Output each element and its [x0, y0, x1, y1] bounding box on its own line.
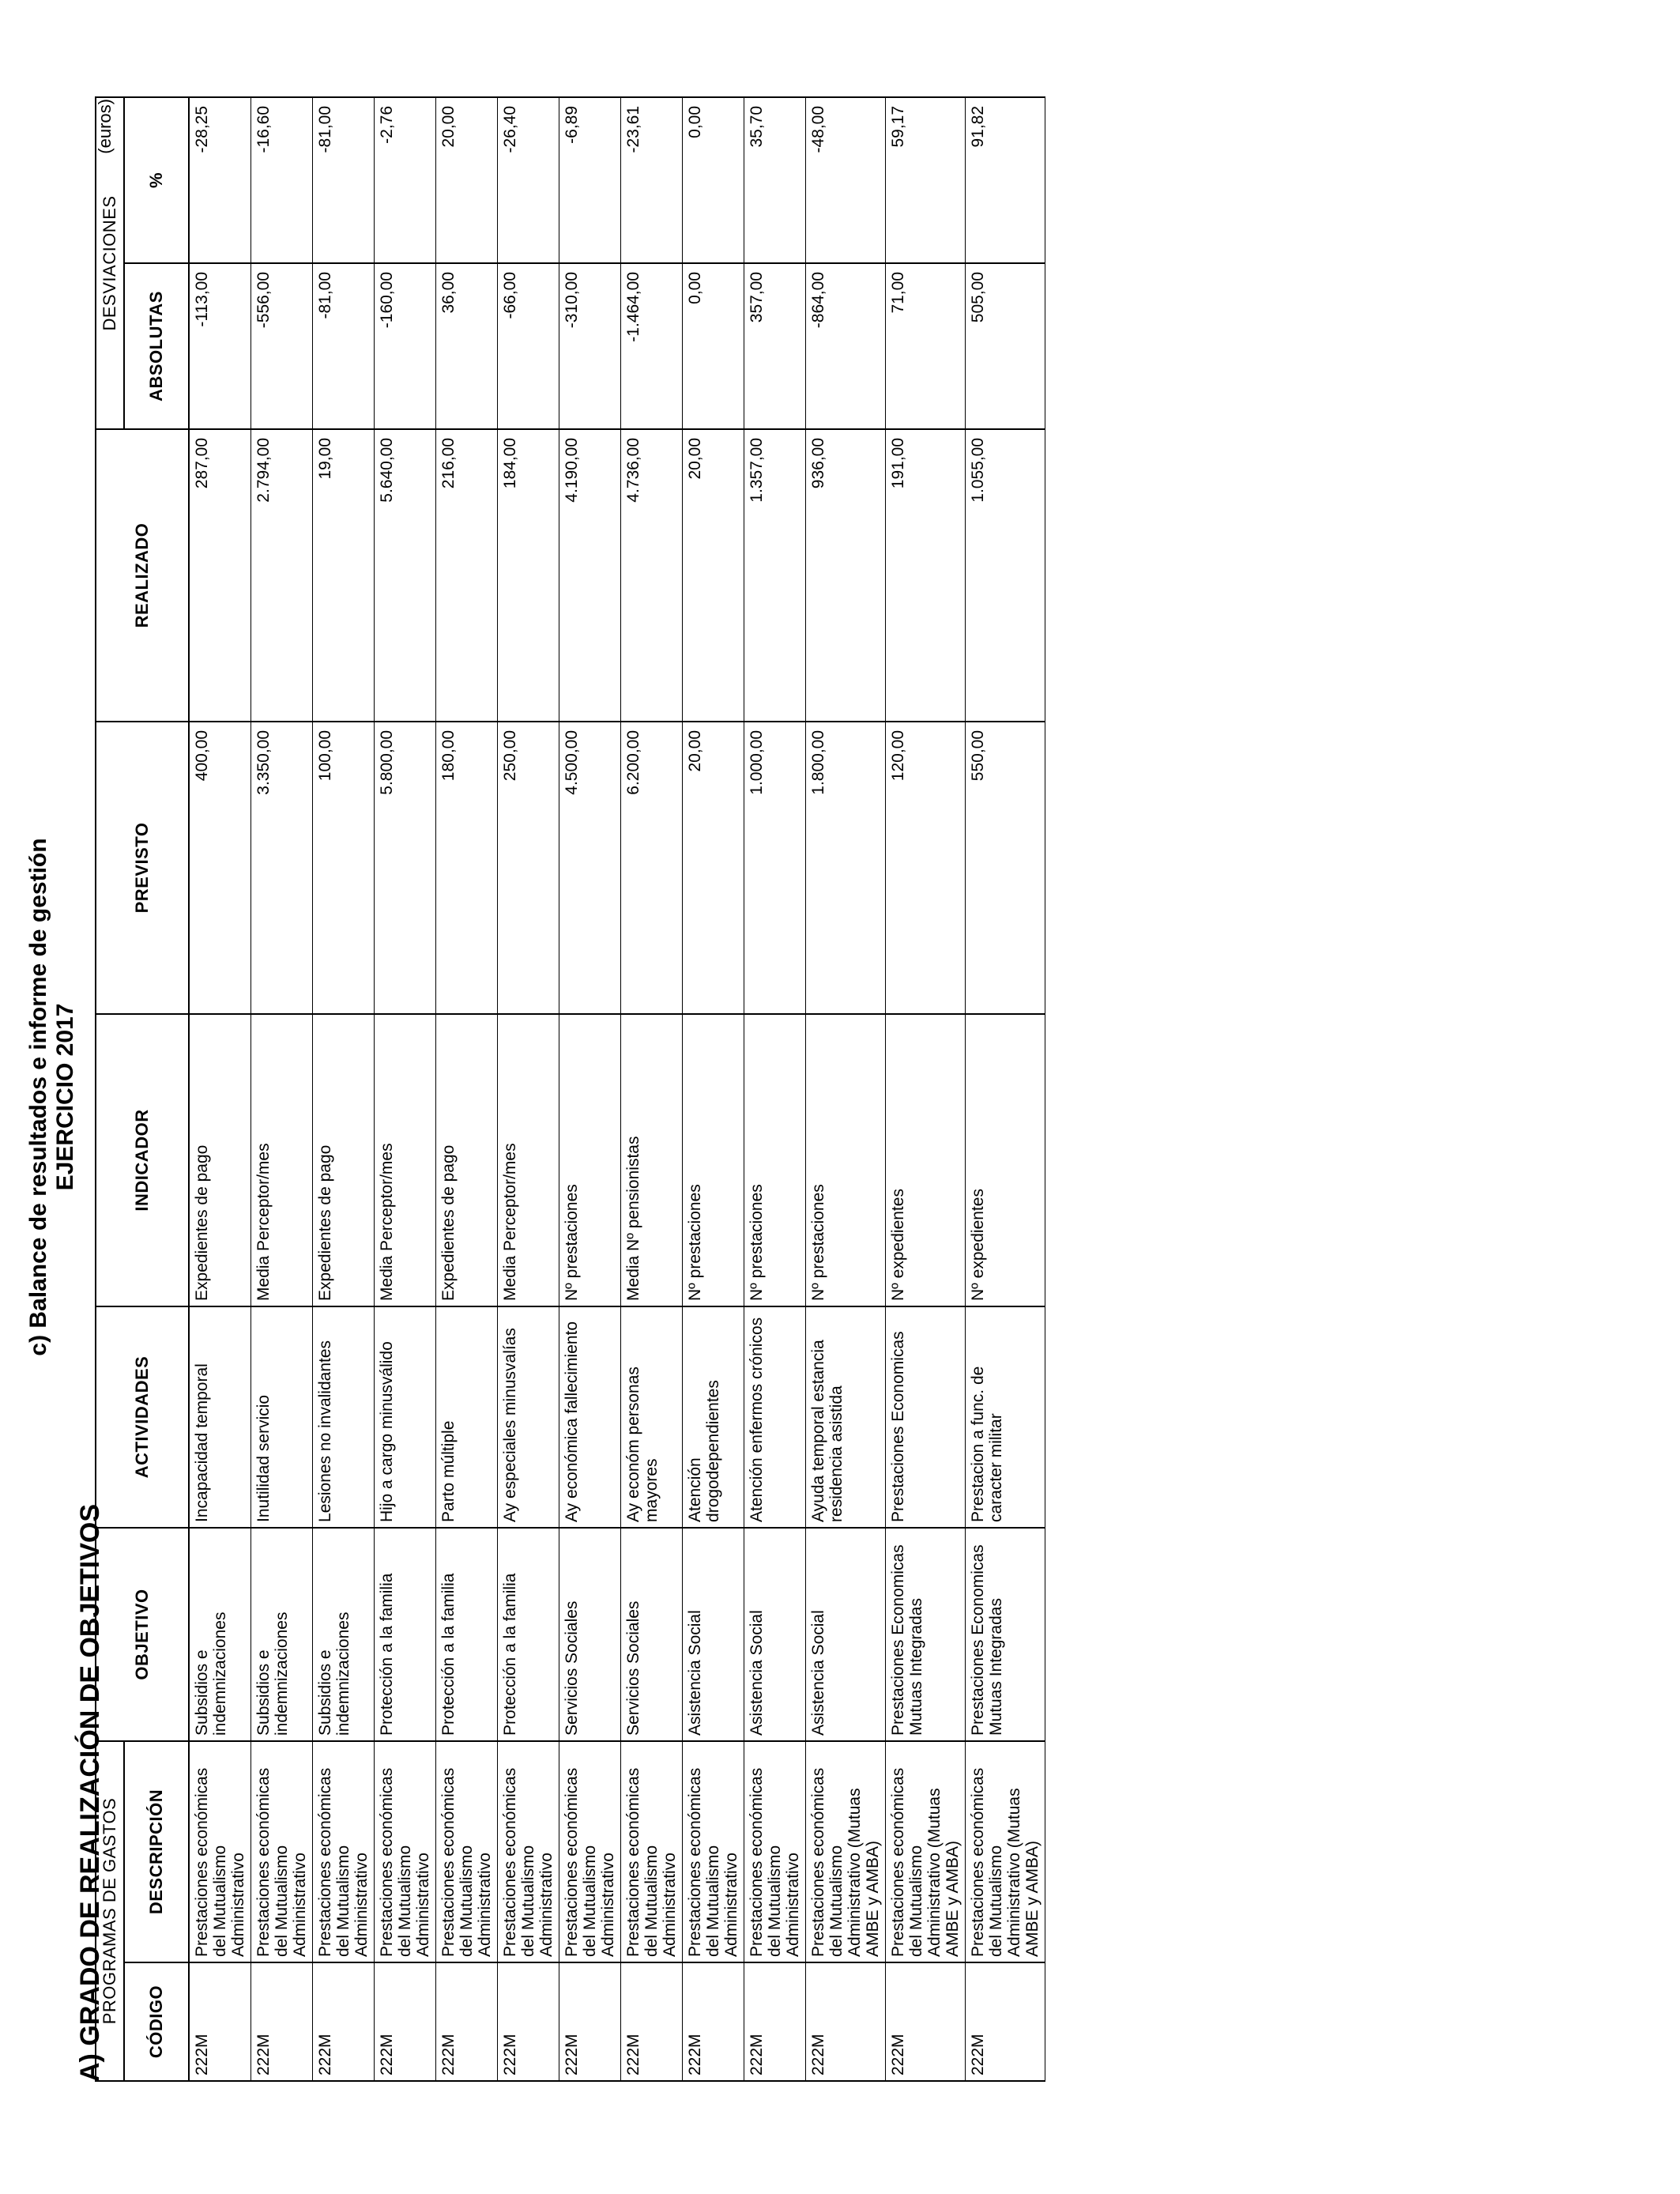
cell-absolutas: -1.464,00: [621, 263, 683, 429]
cell-porcentaje: 59,17: [886, 97, 966, 263]
cell-absolutas: -864,00: [806, 263, 886, 429]
cell-indicador: Media Perceptor/mes: [375, 1014, 436, 1306]
cell-porcentaje: -6,89: [559, 97, 621, 263]
page-subtitle: EJERCICIO 2017: [52, 1003, 78, 1191]
cell-absolutas: -160,00: [375, 263, 436, 429]
cell-absolutas: 357,00: [744, 263, 806, 429]
cell-realizado: 191,00: [886, 429, 966, 722]
cell-codigo: 222M: [966, 1962, 1045, 2081]
cell-previsto: 100,00: [313, 722, 375, 1014]
cell-porcentaje: -26,40: [498, 97, 559, 263]
col-previsto: PREVISTO: [96, 722, 189, 1014]
cell-previsto: 250,00: [498, 722, 559, 1014]
cell-objetivo: Subsidios e indemnizaciones: [313, 1528, 375, 1741]
table-row: [966, 97, 1045, 2081]
desviaciones-group-header: DESVIACIONES: [96, 97, 124, 429]
cell-realizado: 19,00: [313, 429, 375, 722]
cell-porcentaje: 91,82: [966, 97, 1045, 263]
cell-actividades: Ay especiales minusvalías: [498, 1306, 559, 1528]
cell-codigo: 222M: [559, 1962, 621, 2081]
table-row: [683, 97, 744, 2081]
cell-realizado: 1.357,00: [744, 429, 806, 722]
table-row: [621, 97, 683, 2081]
cell-codigo: 222M: [189, 1962, 251, 2081]
cell-previsto: 120,00: [886, 722, 966, 1014]
cell-porcentaje: -28,25: [189, 97, 251, 263]
cell-indicador: Nº prestaciones: [744, 1014, 806, 1306]
objectives-table: [95, 96, 1045, 2082]
table-row: [189, 97, 251, 2081]
cell-indicador: Nº prestaciones: [559, 1014, 621, 1306]
col-objetivo: OBJETIVO: [96, 1528, 189, 1741]
cell-porcentaje: -2,76: [375, 97, 436, 263]
group-header-row: [96, 97, 124, 2081]
cell-descripcion: Prestaciones económicas del Mutualismo Administrativo: [559, 1741, 621, 1962]
cell-objetivo: Subsidios e indemnizaciones: [251, 1528, 313, 1741]
cell-actividades: Atención enfermos crónicos: [744, 1306, 806, 1528]
cell-objetivo: Protección a la familia: [375, 1528, 436, 1741]
cell-previsto: 400,00: [189, 722, 251, 1014]
cell-codigo: 222M: [744, 1962, 806, 2081]
programas-group-header: PROGRAMAS DE GASTOS: [96, 1741, 124, 2081]
cell-realizado: 20,00: [683, 429, 744, 722]
cell-objetivo: Prestaciones Economicas Mutuas Integradas: [966, 1528, 1045, 1741]
cell-codigo: 222M: [621, 1962, 683, 2081]
cell-realizado: 1.055,00: [966, 429, 1045, 722]
cell-codigo: 222M: [683, 1962, 744, 2081]
table-row: [375, 97, 436, 2081]
col-descripcion: DESCRIPCIÓN: [124, 1741, 189, 1962]
cell-realizado: 2.794,00: [251, 429, 313, 722]
cell-porcentaje: -23,61: [621, 97, 683, 263]
cell-previsto: 4.500,00: [559, 722, 621, 1014]
cell-objetivo: Asistencia Social: [744, 1528, 806, 1741]
cell-previsto: 1.000,00: [744, 722, 806, 1014]
cell-descripcion: Prestaciones económicas del Mutualismo Administrativo: [436, 1741, 498, 1962]
cell-codigo: 222M: [436, 1962, 498, 2081]
cell-descripcion: Prestaciones económicas del Mutualismo Administrativo: [375, 1741, 436, 1962]
cell-porcentaje: -16,60: [251, 97, 313, 263]
cell-indicador: Expedientes de pago: [436, 1014, 498, 1306]
cell-realizado: 936,00: [806, 429, 886, 722]
cell-porcentaje: -81,00: [313, 97, 375, 263]
cell-codigo: 222M: [886, 1962, 966, 2081]
cell-previsto: 180,00: [436, 722, 498, 1014]
cell-absolutas: 71,00: [886, 263, 966, 429]
col-indicador: INDICADOR: [96, 1014, 189, 1306]
cell-indicador: Expedientes de pago: [189, 1014, 251, 1306]
table-row: [251, 97, 313, 2081]
cell-indicador: Nº expedientes: [886, 1014, 966, 1306]
cell-previsto: 1.800,00: [806, 722, 886, 1014]
cell-descripcion: Prestaciones económicas del Mutualismo Administrativo: [313, 1741, 375, 1962]
cell-indicador: Nº prestaciones: [806, 1014, 886, 1306]
cell-realizado: 216,00: [436, 429, 498, 722]
cell-porcentaje: 35,70: [744, 97, 806, 263]
cell-porcentaje: -48,00: [806, 97, 886, 263]
cell-actividades: Atención drogodependientes: [683, 1306, 744, 1528]
cell-actividades: Ayuda temporal estancia residencia asistida: [806, 1306, 886, 1528]
cell-descripcion: Prestaciones económicas del Mutualismo Administrativo: [744, 1741, 806, 1962]
page-title: c) Balance de resultados e informe de gestión: [25, 838, 51, 1356]
cell-absolutas: -556,00: [251, 263, 313, 429]
cell-actividades: Ay económ personas mayores: [621, 1306, 683, 1528]
cell-actividades: Ay económica fallecimiento: [559, 1306, 621, 1528]
cell-previsto: 550,00: [966, 722, 1045, 1014]
cell-actividades: Lesiones no invalidantes: [313, 1306, 375, 1528]
table-row: [498, 97, 559, 2081]
cell-realizado: 5.640,00: [375, 429, 436, 722]
cell-porcentaje: 20,00: [436, 97, 498, 263]
cell-absolutas: -66,00: [498, 263, 559, 429]
cell-descripcion: Prestaciones económicas del Mutualismo Administrativo (Mutuas AMBE y AMBA): [966, 1741, 1045, 1962]
cell-codigo: 222M: [313, 1962, 375, 2081]
table-row: [313, 97, 375, 2081]
cell-previsto: 3.350,00: [251, 722, 313, 1014]
cell-codigo: 222M: [251, 1962, 313, 2081]
cell-indicador: Media Perceptor/mes: [251, 1014, 313, 1306]
cell-realizado: 4.190,00: [559, 429, 621, 722]
cell-actividades: Hijo a cargo minusválido: [375, 1306, 436, 1528]
cell-descripcion: Prestaciones económicas del Mutualismo Administrativo (Mutuas AMBE y AMBA): [806, 1741, 886, 1962]
cell-previsto: 6.200,00: [621, 722, 683, 1014]
cell-actividades: Incapacidad temporal: [189, 1306, 251, 1528]
cell-absolutas: 0,00: [683, 263, 744, 429]
cell-realizado: 287,00: [189, 429, 251, 722]
cell-indicador: Nº expedientes: [966, 1014, 1045, 1306]
table-row: [436, 97, 498, 2081]
cell-codigo: 222M: [806, 1962, 886, 2081]
cell-actividades: Prestaciones Economicas: [886, 1306, 966, 1528]
cell-realizado: 184,00: [498, 429, 559, 722]
cell-codigo: 222M: [375, 1962, 436, 2081]
cell-descripcion: Prestaciones económicas del Mutualismo Administrativo: [683, 1741, 744, 1962]
cell-objetivo: Subsidios e indemnizaciones: [189, 1528, 251, 1741]
cell-indicador: Expedientes de pago: [313, 1014, 375, 1306]
col-porcentaje: %: [124, 97, 189, 263]
cell-realizado: 4.736,00: [621, 429, 683, 722]
cell-objetivo: Asistencia Social: [806, 1528, 886, 1741]
cell-objetivo: Prestaciones Economicas Mutuas Integradas: [886, 1528, 966, 1741]
cell-absolutas: -310,00: [559, 263, 621, 429]
cell-objetivo: Servicios Sociales: [559, 1528, 621, 1741]
cell-actividades: Inutilidad servicio: [251, 1306, 313, 1528]
cell-indicador: Media Perceptor/mes: [498, 1014, 559, 1306]
cell-descripcion: Prestaciones económicas del Mutualismo Administrativo (Mutuas AMBE y AMBA): [886, 1741, 966, 1962]
cell-objetivo: Protección a la familia: [436, 1528, 498, 1741]
cell-codigo: 222M: [498, 1962, 559, 2081]
cell-objetivo: Protección a la familia: [498, 1528, 559, 1741]
cell-indicador: Media Nº pensionistas: [621, 1014, 683, 1306]
cell-actividades: Prestacion a func. de caracter militar: [966, 1306, 1045, 1528]
cell-indicador: Nº prestaciones: [683, 1014, 744, 1306]
units-label: (euros): [95, 99, 115, 154]
cell-objetivo: Servicios Sociales: [621, 1528, 683, 1741]
col-realizado: REALIZADO: [96, 429, 189, 722]
cell-descripcion: Prestaciones económicas del Mutualismo Administrativo: [251, 1741, 313, 1962]
cell-descripcion: Prestaciones económicas del Mutualismo Administrativo: [189, 1741, 251, 1962]
cell-absolutas: -81,00: [313, 263, 375, 429]
cell-porcentaje: 0,00: [683, 97, 744, 263]
col-actividades: ACTIVIDADES: [96, 1306, 189, 1528]
cell-descripcion: Prestaciones económicas del Mutualismo Administrativo: [498, 1741, 559, 1962]
cell-absolutas: -113,00: [189, 263, 251, 429]
cell-absolutas: 36,00: [436, 263, 498, 429]
cell-absolutas: 505,00: [966, 263, 1045, 429]
table-row: [886, 97, 966, 2081]
table-row: [744, 97, 806, 2081]
col-absolutas: ABSOLUTAS: [124, 263, 189, 429]
cell-objetivo: Asistencia Social: [683, 1528, 744, 1741]
cell-previsto: 20,00: [683, 722, 744, 1014]
col-codigo: CÓDIGO: [124, 1962, 189, 2081]
table-row: [559, 97, 621, 2081]
section-title: A) GRADO DE REALIZACIÓN DE OBJETIVOS: [75, 1503, 105, 2082]
cell-previsto: 5.800,00: [375, 722, 436, 1014]
cell-descripcion: Prestaciones económicas del Mutualismo Administrativo: [621, 1741, 683, 1962]
table-row: [806, 97, 886, 2081]
cell-actividades: Parto múltiple: [436, 1306, 498, 1528]
